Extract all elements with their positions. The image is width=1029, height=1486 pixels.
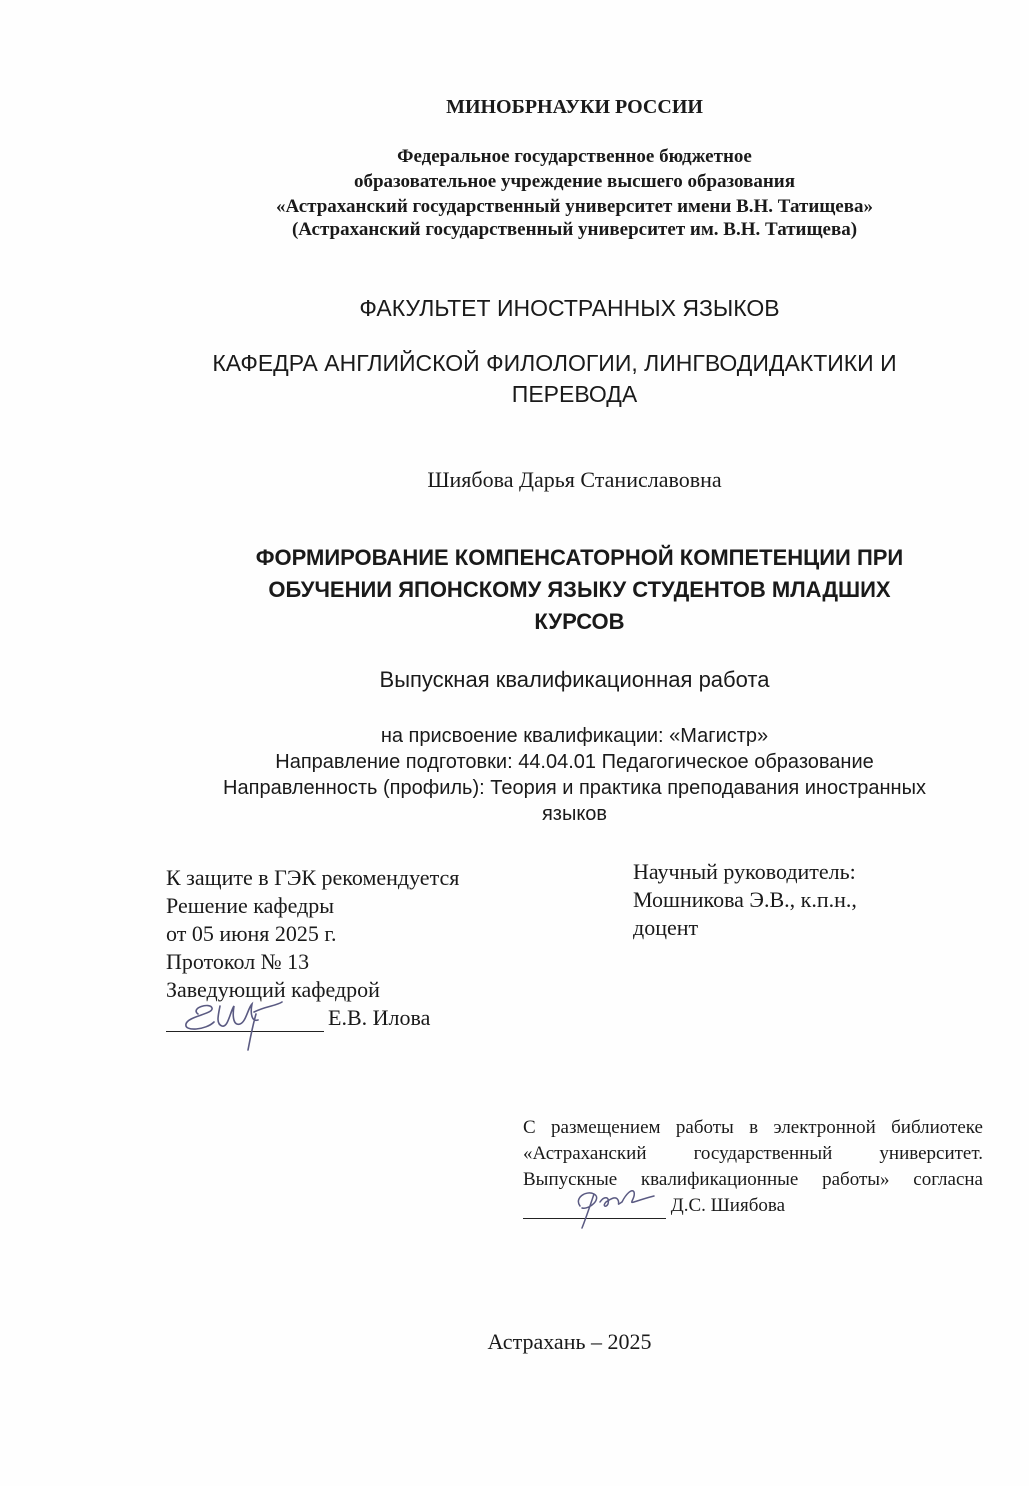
signature-underline (166, 1009, 324, 1032)
supervisor-line-2: Мошникова Э.В., к.п.н., (633, 887, 857, 912)
institution-line-1: Федеральное государственное бюджетное (397, 146, 752, 167)
defense-recommendation-block (166, 864, 459, 1034)
faculty-name: ФАКУЛЬТЕТ ИНОСТРАННЫХ ЯЗЫКОВ (359, 295, 780, 321)
qualification-line-4: языков (541, 803, 608, 825)
ministry-heading: МИНОБРНАУКИ РОССИИ (446, 96, 703, 118)
defense-line-3: от 05 июня 2025 г. (166, 921, 337, 946)
qualification-line-3: Направленность (профиль): Теория и практика преподавания иностранных (223, 777, 926, 799)
institution-line-4: (Астраханский государственный университет им. В.Н. Татищева) (291, 219, 858, 240)
defense-line-4: Протокол № 13 (166, 949, 310, 974)
city-and-year: Астрахань – 2025 (487, 1329, 652, 1354)
institution-line-3: «Астраханский государственный университет имени В.Н. Татищева» (275, 196, 873, 217)
head-of-department-name: Е.В. Илова (328, 1005, 431, 1030)
student-name: Д.С. Шиябова (670, 1195, 786, 1216)
thesis-title-line-1: ФОРМИРОВАНИЕ КОМПЕНСАТОРНОЙ КОМПЕТЕНЦИИ ПРИ (255, 545, 904, 570)
defense-line-2: Решение кафедры (166, 893, 335, 918)
defense-line-5: Заведующий кафедрой (166, 977, 380, 1002)
supervisor-block (633, 858, 857, 942)
author-name: Шиябова Дарья Станиславовна (427, 467, 722, 492)
signature-underline (523, 1198, 666, 1219)
institution-line-2: образовательное учреждение высшего образования (353, 171, 796, 192)
library-consent-block (523, 1115, 983, 1219)
supervisor-line-3: доцент (633, 915, 699, 940)
thesis-title-line-2: ОБУЧЕНИИ ЯПОНСКОМУ ЯЗЫКУ СТУДЕНТОВ МЛАДШИХ (268, 577, 891, 602)
qualification-line-2: Направление подготовки: 44.04.01 Педагогическое образование (275, 751, 874, 773)
student-signature-line (523, 1193, 983, 1219)
department-line-2: ПЕРЕВОДА (511, 381, 638, 407)
department-line-1: КАФЕДРА АНГЛИЙСКОЙ ФИЛОЛОГИИ, ЛИНГВОДИДАКТИКИ И (212, 350, 897, 376)
defense-line-1: К защите в ГЭК рекомендуется (166, 865, 460, 890)
thesis-title-line-3: КУРСОВ (534, 609, 625, 634)
head-signature-line (166, 1004, 459, 1034)
work-type: Выпускная квалификационная работа (379, 667, 770, 692)
consent-line-1: С размещением работы в электронной библиотеке (523, 1117, 983, 1138)
consent-line-2: «Астраханский государственный университет. (523, 1143, 983, 1164)
qualification-line-1: на присвоение квалификации: «Магистр» (380, 725, 769, 747)
supervisor-line-1: Научный руководитель: (633, 859, 856, 884)
consent-line-3: Выпускные квалификационные работы» согласна (523, 1169, 983, 1190)
